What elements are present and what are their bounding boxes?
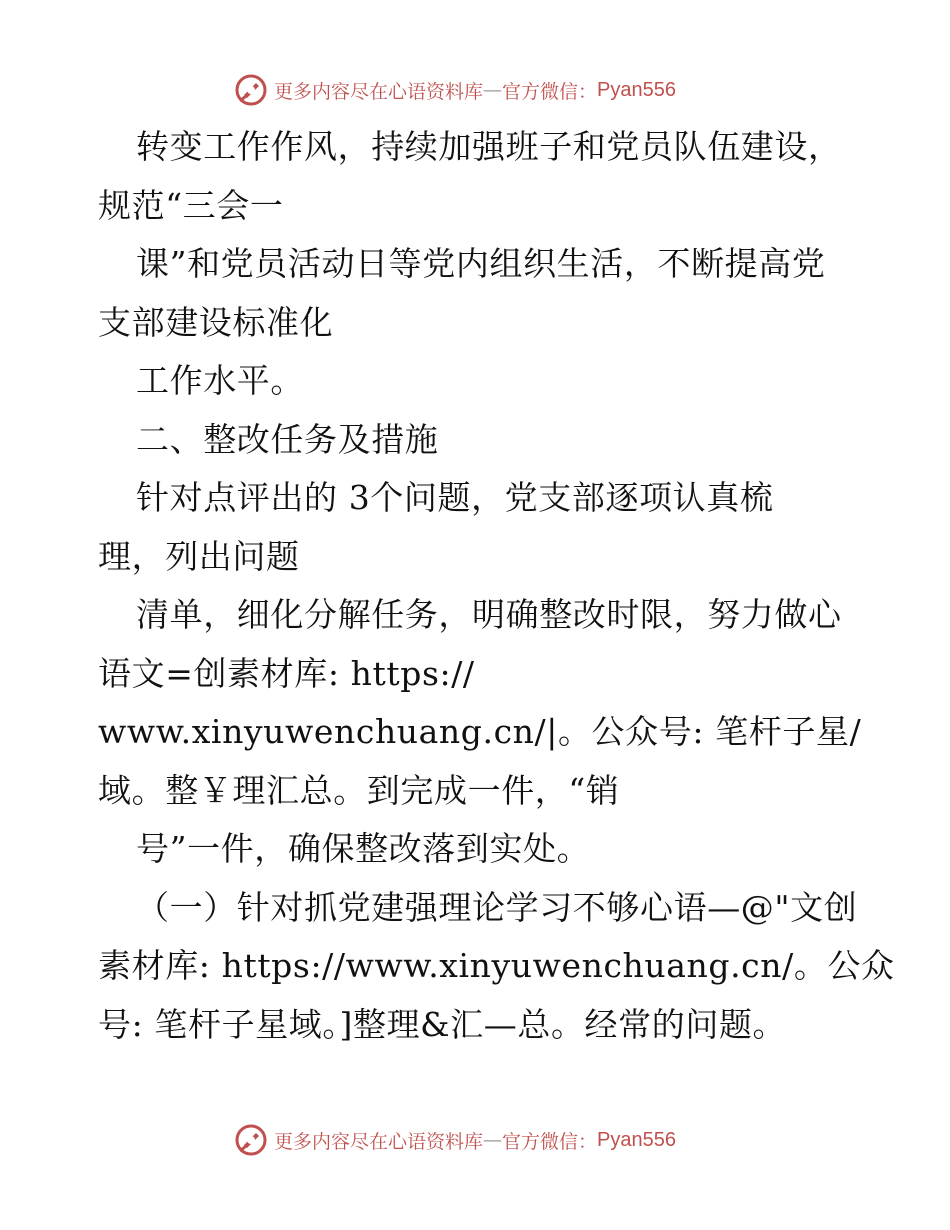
text-line: 语文=创素材库: https:// — [98, 653, 475, 693]
watermark-wechat-label: 官方微信： — [502, 1130, 598, 1153]
text-line: 工作水平。 — [136, 361, 304, 400]
text-line: 域。整￥理汇总。到完成一件，“销 — [98, 770, 620, 810]
watermark-wechat-label: 官方微信： — [502, 80, 598, 103]
text-line: 号: 笔杆子星域。]整理&汇—总。经常的问题。 — [98, 1004, 787, 1044]
watermark-wechat-id: Pyan556 — [597, 1128, 676, 1151]
watermark-dash: — — [483, 1129, 503, 1151]
document-body — [98, 118, 895, 1054]
watermark-dash: — — [483, 79, 503, 101]
text-line: 支部建设标准化 — [98, 302, 334, 342]
text-line: 素材库: https://www.xinyuwenchuang.cn/。公众 — [98, 946, 895, 985]
text-line: 号”一件，确保整改落到实处。 — [136, 829, 591, 868]
text-line: 规范“三会一 — [98, 185, 284, 225]
text-line: 理，列出问题 — [98, 536, 300, 576]
watermark-text: 更多内容尽在心语资料库 — [274, 80, 484, 103]
logo-icon — [234, 73, 268, 107]
watermark-text: 更多内容尽在心语资料库 — [274, 1130, 484, 1153]
text-line: 课”和党员活动日等党内组织生活，不断提高党 — [136, 244, 826, 283]
footer-watermark — [234, 1122, 676, 1158]
logo-icon — [234, 1123, 268, 1157]
text-line: 针对点评出的 3个问题，党支部逐项认真梳 — [136, 478, 774, 517]
section-heading: 二、整改任务及措施 — [136, 419, 439, 459]
text-line: 清单，细化分解任务，明确整改时限，努力做心 — [136, 595, 842, 634]
header-watermark — [234, 72, 676, 108]
watermark-wechat-id: Pyan556 — [597, 78, 676, 101]
text-line: www.xinyuwenchuang.cn/|。公众号: 笔杆子星/ — [98, 712, 862, 751]
text-line: （一）针对抓党建强理论学习不够心语—@"文创 — [136, 887, 858, 927]
text-line: 转变工作作风，持续加强班子和党员队伍建设， — [136, 127, 842, 166]
